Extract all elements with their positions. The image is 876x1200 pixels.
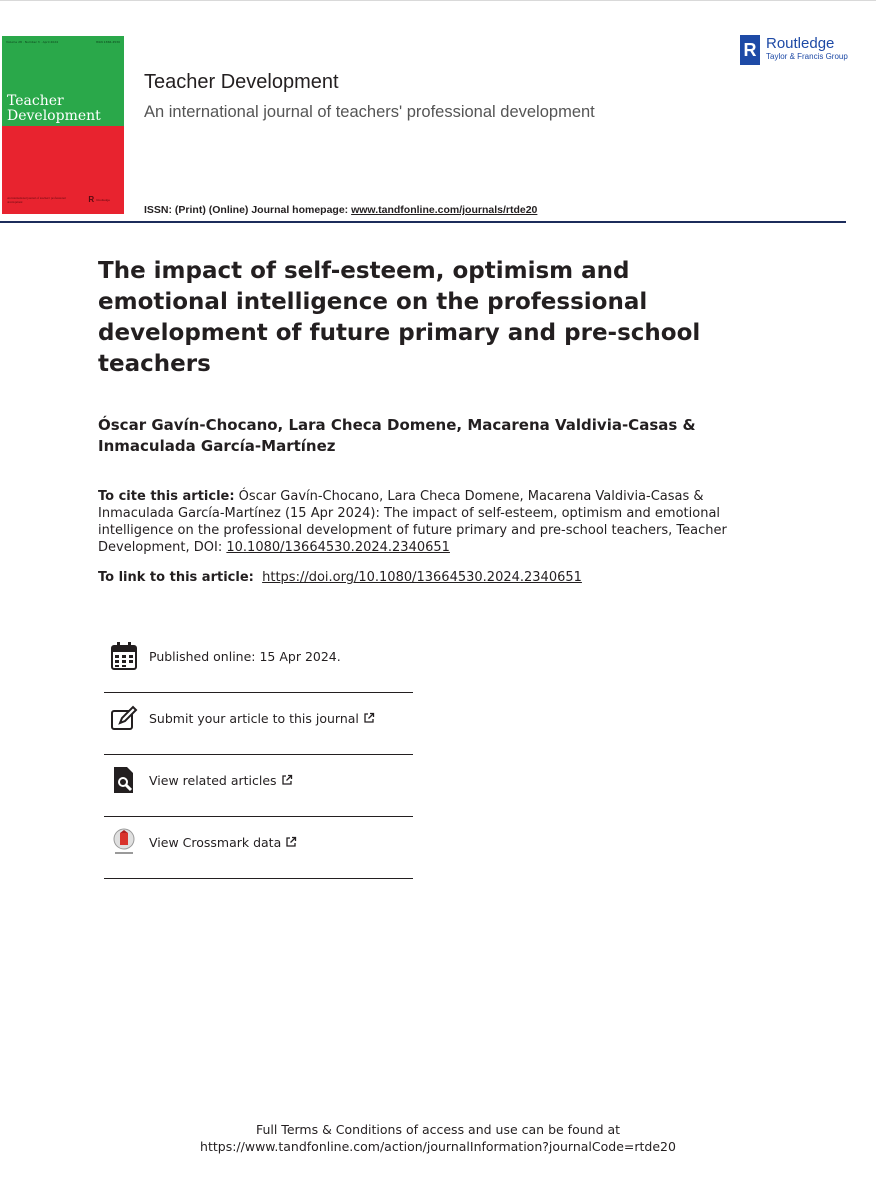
cover-logo-text: Routledge: [96, 197, 110, 202]
citation-label: To cite this article:: [98, 489, 235, 504]
routledge-mark-icon: R: [740, 35, 760, 65]
external-link-icon: [285, 836, 297, 848]
external-link-icon: [363, 712, 375, 724]
related-articles-link[interactable]: [149, 773, 293, 788]
article-title: The impact of self-esteem, optimism and emotional intelligence on the professional development of future primary and pre-school teachers: [98, 258, 701, 377]
crossmark-link[interactable]: [149, 835, 297, 850]
published-date: Published online: 15 Apr 2024.: [149, 649, 341, 664]
crossmark-item[interactable]: [104, 817, 413, 879]
doi-link[interactable]: 10.1080/13664530.2024.2340651: [226, 540, 450, 555]
cover-title-line1: Teacher: [7, 93, 64, 109]
article-info-list: [104, 631, 413, 879]
cover-meta: [6, 40, 120, 44]
submit-article-link[interactable]: [149, 711, 375, 726]
issn-line: [144, 204, 537, 216]
journal-cover[interactable]: [2, 36, 124, 214]
citation: [98, 488, 758, 556]
article-url-link[interactable]: https://doi.org/10.1080/13664530.2024.2340651: [262, 570, 582, 585]
publisher-text: [766, 35, 848, 62]
footer-terms-link[interactable]: https://www.tandfonline.com/action/journalInformation?journalCode=rtde20: [200, 1139, 676, 1154]
crossmark-text: View Crossmark data: [149, 835, 282, 850]
calendar-icon: [110, 641, 138, 671]
submit-article-text: Submit your article to this journal: [149, 711, 359, 726]
citation-text: Óscar Gavín-Chocano, Lara Checa Domene, Macarena Valdivia-Casas & Inmaculada García-Martínez (15 Apr 2024): The impact of self-esteem, optimism and emotional intelligence on the professional development of future primary and pre-school teachers, Teacher Development, DOI:: [98, 489, 727, 555]
submit-article-item[interactable]: [104, 693, 413, 755]
article-link-label: To link to this article:: [98, 570, 254, 585]
cover-meta-right: ISSN 1366-4530: [95, 40, 120, 44]
published-item: [104, 631, 413, 693]
cover-meta-left: Volume 28 · Number 3 · April 2024: [6, 40, 59, 44]
related-articles-item[interactable]: [104, 755, 413, 817]
document-search-icon: [110, 765, 138, 795]
journal-homepage-link[interactable]: www.tandfonline.com/journals/rtde20: [351, 204, 538, 216]
cover-title-line2: Development: [7, 108, 101, 124]
cover-subtitle: An international journal of teachers' professional development: [7, 196, 66, 204]
issn-text: ISSN: (Print) (Online) Journal homepage:: [144, 204, 352, 216]
publisher-name: Routledge: [766, 35, 835, 52]
publisher-logo: [740, 35, 848, 65]
footer-line1: Full Terms & Conditions of access and use can be found at: [255, 1122, 621, 1137]
publisher-group: Taylor & Francis Group: [766, 52, 848, 61]
header-rule: [0, 221, 846, 223]
cover-logo: R Routledge: [88, 195, 110, 204]
journal-subtitle: An international journal of teachers' professional development: [144, 103, 595, 121]
article-link-line: [98, 569, 758, 586]
crossmark-icon: [110, 827, 138, 857]
journal-title: Teacher Development: [144, 71, 339, 93]
article-authors: Óscar Gavín-Chocano, Lara Checa Domene, Macarena Valdivia-Casas & Inmaculada García-Martínez: [98, 416, 696, 455]
edit-icon: [110, 703, 138, 733]
cover-title: [7, 94, 101, 124]
related-articles-text: View related articles: [149, 773, 277, 788]
external-link-icon: [281, 774, 293, 786]
terms-footer: [0, 1121, 876, 1155]
